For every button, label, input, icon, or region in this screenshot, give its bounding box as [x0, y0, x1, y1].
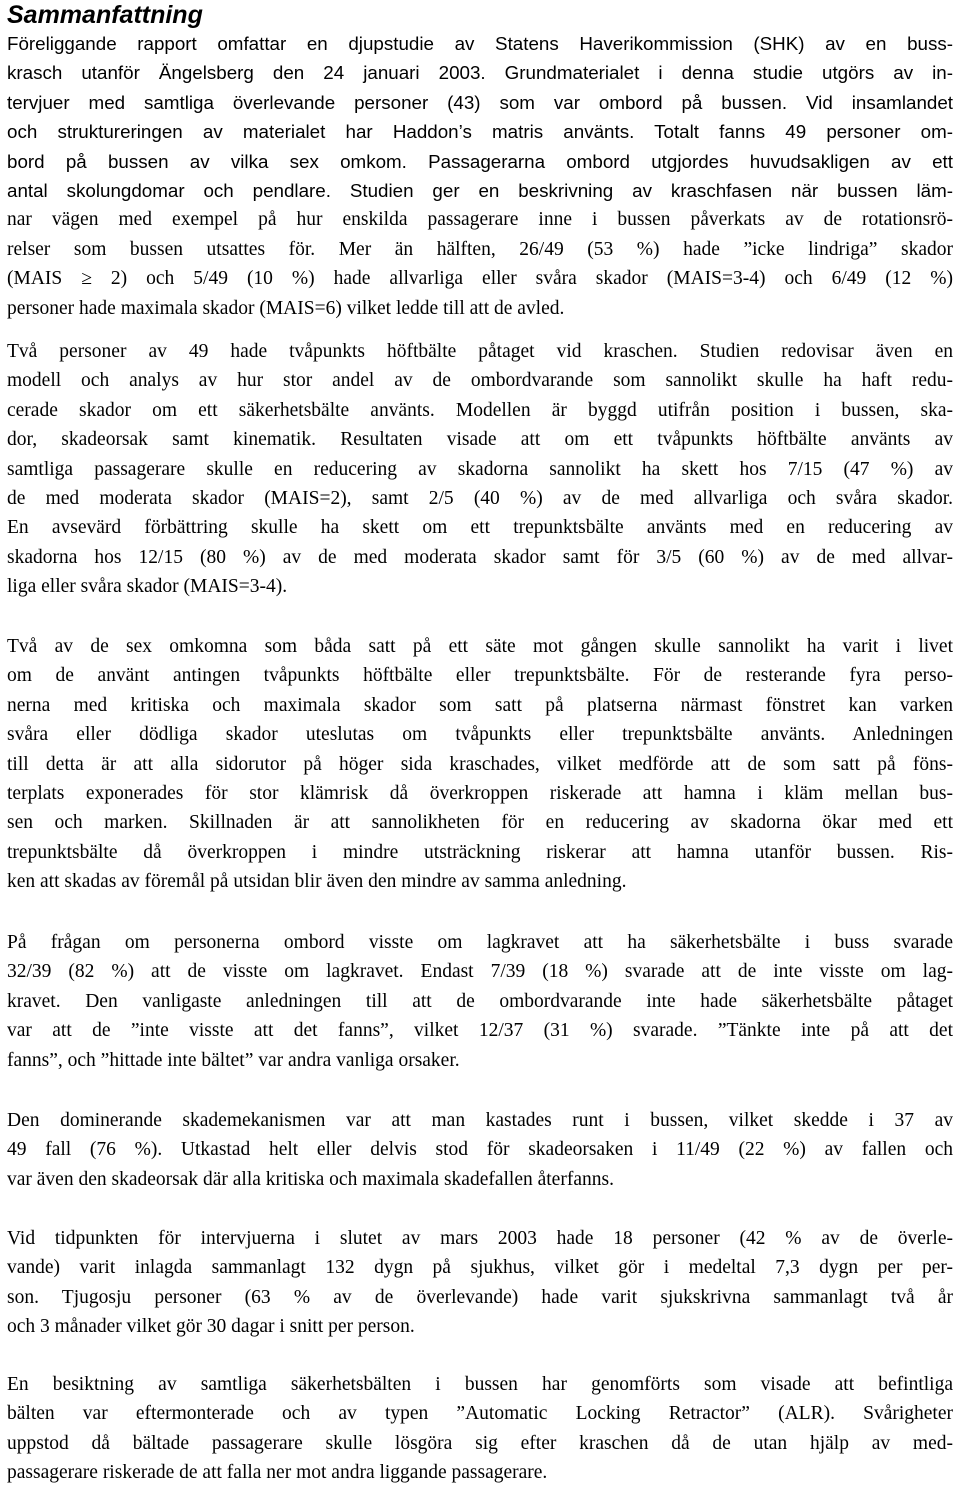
text-line: Vid tidpunkten för intervjuerna i slutet av mars 2003 hade 18 personer (42 % av de överle-: [7, 1228, 953, 1249]
text-line: nar vägen med exempel på hur enskilda passagerare inne i bussen påverkats av de rotationsrö-: [7, 209, 953, 231]
text-line: modell och analys av hur stor andel av de ombordvarande som sannolikt skulle ha haft redu-: [7, 370, 953, 392]
text-line: om de använt antingen tvåpunkts höftbälte eller trepunktsbälte. För de resterande fyra perso-: [7, 665, 953, 687]
text-line: antal skolungdomar och pendlare. Studien ger en beskrivning av kraschfasen när bussen läm-: [7, 179, 953, 201]
paragraph-1: [7, 29, 953, 323]
paragraph-7: [7, 1370, 953, 1488]
text-line: till detta är att alla sidorutor på höger sida kraschades, vilket medförde att de som satt på föns-: [7, 753, 953, 775]
text-line: liga eller svåra skador (MAIS=3-4).: [7, 576, 288, 598]
text-line: Den dominerande skademekanismen var att man kastades runt i bussen, vilket skedde i 37 av: [7, 1110, 953, 1131]
text-line: och 3 månader vilket gör 30 dagar i snitt per person.: [7, 1316, 415, 1338]
text-line: En avsevärd förbättring skulle ha skett om ett trepunktsbälte använts med en reducering av: [7, 517, 953, 539]
text-line: var även den skadeorsak där alla kritiska och maximala skadefallen återfanns.: [7, 1168, 614, 1190]
text-line: 32/39 (82 %) att de visste om lagkravet. Endast 7/39 (18 %) svarade att de inte visste om lag-: [7, 961, 953, 983]
paragraph-3: [7, 632, 953, 897]
paragraph-6: [7, 1224, 953, 1342]
text-line: tervjuer med samtliga överlevande personer (43) som var ombord på bussen. Vid insamlandet: [7, 91, 953, 113]
text-line: (MAIS ≥ 2) och 5/49 (10 %) hade allvarliga eller svåra skador (MAIS=3-4) och 6/49 (12 %): [7, 268, 953, 290]
text-line: trepunktsbälte då överkroppen i mindre utsträckning riskerar att hamna utanför bussen. Ris-: [7, 841, 953, 863]
text-line: personer hade maximala skador (MAIS=6) vilket ledde till att de avled.: [7, 297, 565, 319]
text-line: och struktureringen av materialet har Haddon’s matris använts. Totalt fanns 49 personer om-: [7, 121, 953, 143]
text-line: passagerare riskerade de att falla ner mot andra liggande passagerare.: [7, 1462, 548, 1484]
text-line: cerade skador om ett säkerhetsbälte använts. Modellen är byggd utifrån position i bussen, ska-: [7, 399, 953, 421]
text-line: uppstod då bältade passagerare skulle lösgöra sig efter kraschen då de utan hjälp av med-: [7, 1432, 953, 1454]
text-line: kravet. Den vanligaste anledningen till att de ombordvarande inte hade säkerhetsbälte påtaget: [7, 990, 953, 1012]
paragraph-4: [7, 928, 953, 1075]
text-line: Två personer av 49 hade tvåpunkts höftbälte påtaget vid kraschen. Studien redovisar även en: [7, 341, 953, 362]
text-line: vande) varit inlagda sammanlagt 132 dygn på sjukhus, vilket gör i medeltal 7,3 dygn per per-: [7, 1257, 953, 1279]
text-line: bord på bussen av vilka sex omkom. Passagerarna ombord utgjordes huvudsakligen av ett: [7, 150, 953, 172]
text-line: samtliga passagerare skulle en reducering av skadorna sannolikt ha skett hos 7/15 (47 %) av: [7, 458, 953, 480]
text-line: Två av de sex omkomna som båda satt på ett säte mot gången skulle sannolikt ha varit i livet: [7, 636, 953, 657]
text-line: nerna med kritiska och maximala skador som satt på platserna närmast fönstret kan varken: [7, 694, 953, 716]
text-line: 49 fall (76 %). Utkastad helt eller delvis stod för skadeorsaken i 11/49 (22 %) av fallen och: [7, 1139, 953, 1161]
text-line: krasch utanför Ängelsberg den 24 januari 2003. Grundmaterialet i denna studie utgörs av in-: [7, 62, 953, 84]
text-line: var att de ”inte visste att det fanns”, vilket 12/37 (31 %) svarade. ”Tänkte inte på att det: [7, 1020, 953, 1042]
text-line: dor, skadeorsak samt kinematik. Resultaten visade att om ett tvåpunkts höftbälte använts av: [7, 429, 953, 451]
text-line: bälten var eftermonterade och av typen ”Automatic Locking Retractor” (ALR). Svårigheter: [7, 1403, 953, 1425]
text-line: sen och marken. Skillnaden är att sannolikheten för en reducering av skadorna ökar med ett: [7, 812, 953, 834]
text-line: På frågan om personerna ombord visste om lagkravet att ha säkerhetsbälte i buss svarade: [7, 932, 953, 953]
text-line: Föreliggande rapport omfattar en djupstudie av Statens Haverikommission (SHK) av en buss-: [7, 33, 953, 54]
paragraph-5: [7, 1106, 953, 1194]
paragraph-2: [7, 337, 953, 602]
text-line: son. Tjugosju personer (63 % av de överlevande) hade varit sjukskrivna sammanlagt två år: [7, 1286, 953, 1308]
text-line: relser som bussen utsattes för. Mer än hälften, 26/49 (53 %) hade ”icke lindriga” skador: [7, 238, 953, 260]
text-line: de med moderata skador (MAIS=2), samt 2/5 (40 %) av de med allvarliga och svåra skador.: [7, 487, 953, 509]
text-line: En besiktning av samtliga säkerhetsbälten i bussen har genomförts som visade att befintliga: [7, 1374, 953, 1395]
page-title: Sammanfattning: [7, 1, 203, 29]
text-line: skadorna hos 12/15 (80 %) av de med moderata skador samt för 3/5 (60 %) av de med allvar-: [7, 546, 953, 568]
text-line: ken att skadas av föremål på utsidan blir även den mindre av samma anledning.: [7, 871, 627, 893]
text-line: fanns”, och ”hittade inte bältet” var andra vanliga orsaker.: [7, 1049, 460, 1071]
text-line: svåra eller dödliga skador uteslutas om tvåpunkts eller trepunktsbälte använts. Anledningen: [7, 724, 953, 746]
text-line: terplats exponerades för stor klämrisk då överkroppen riskerade att hamna i kläm mellan bus-: [7, 782, 953, 804]
